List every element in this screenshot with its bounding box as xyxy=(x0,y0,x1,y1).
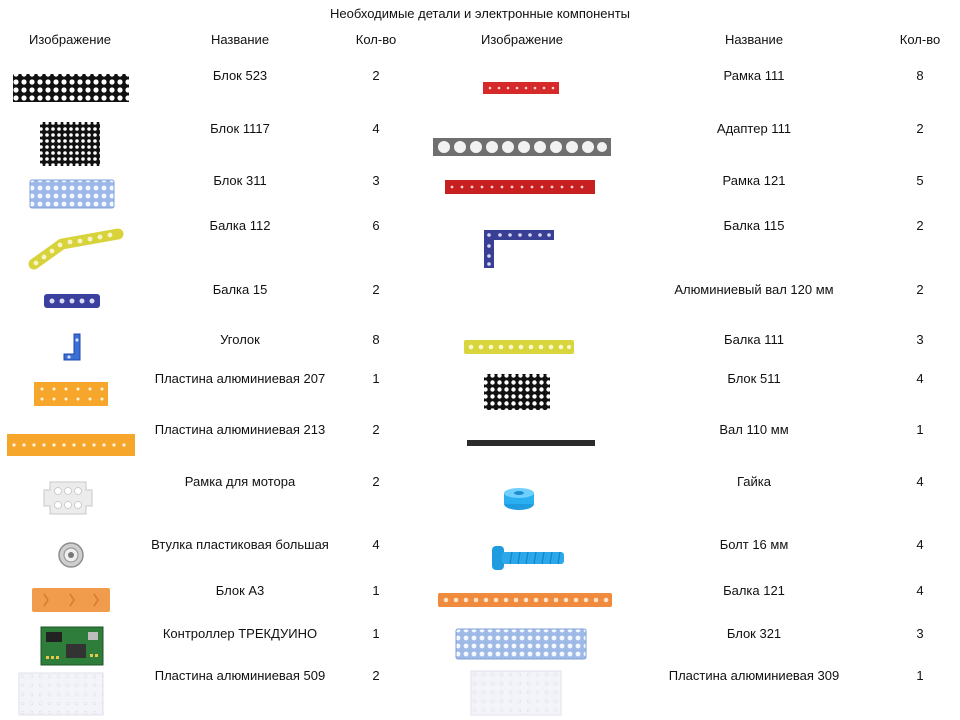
item-name: Блок 321 xyxy=(726,626,782,641)
item-qty: 3 xyxy=(916,332,924,347)
item-qty: 2 xyxy=(372,422,380,437)
red-long-frame-icon xyxy=(444,178,596,196)
item-name: Гайка xyxy=(736,474,771,489)
item-qty: 1 xyxy=(372,583,380,598)
yellow-beam-icon xyxy=(462,336,576,358)
item-qty: 2 xyxy=(372,668,380,683)
item-name: Рамка 121 xyxy=(722,173,786,188)
black-shaft-icon xyxy=(466,438,596,448)
header-image-right: Изображение xyxy=(481,32,563,47)
grey-adapter-icon xyxy=(432,136,612,158)
black-square-block-icon xyxy=(38,120,102,168)
orange-long-plate-icon xyxy=(6,432,136,458)
item-qty: 5 xyxy=(916,173,924,188)
page-title: Необходимые детали и электронные компоненты xyxy=(330,6,630,21)
item-qty: 2 xyxy=(372,68,380,83)
black-block-icon xyxy=(482,372,552,412)
item-name: Балка 115 xyxy=(723,218,785,233)
blue-nut-icon xyxy=(502,486,536,512)
item-name: Рамка для мотора xyxy=(184,474,296,489)
item-name: Блок 1117 xyxy=(210,121,270,136)
item-qty: 1 xyxy=(916,668,924,683)
orange-block-icon xyxy=(30,586,112,614)
blue-corner-bracket-icon xyxy=(60,332,84,364)
item-name: Балка 121 xyxy=(723,583,785,598)
item-qty: 4 xyxy=(916,371,924,386)
red-small-frame-icon xyxy=(482,80,560,96)
blue-bolt-icon xyxy=(488,544,568,572)
item-qty: 8 xyxy=(372,332,380,347)
item-qty: 2 xyxy=(916,282,924,297)
item-name: Втулка пластиковая большая xyxy=(151,537,329,552)
item-name: Алюминиевый вал 120 мм xyxy=(674,282,834,297)
motor-frame-icon xyxy=(42,478,94,518)
navy-short-beam-icon xyxy=(42,290,102,312)
controller-board-icon xyxy=(40,626,104,666)
orange-beam-icon xyxy=(436,588,614,612)
item-qty: 4 xyxy=(372,537,380,552)
header-name-left: Название xyxy=(210,32,270,47)
item-qty: 4 xyxy=(372,121,380,136)
orange-plate-icon xyxy=(32,380,110,408)
black-grid-block-icon xyxy=(12,70,130,106)
header-qty-left: Кол-во xyxy=(355,32,397,47)
yellow-bent-beam-icon xyxy=(26,222,126,274)
light-blue-block-icon xyxy=(28,176,116,212)
item-name: Балка 15 xyxy=(212,282,268,297)
plastic-bushing-icon xyxy=(56,540,86,570)
item-qty: 1 xyxy=(916,422,924,437)
item-name: Уголок xyxy=(220,332,260,347)
item-qty: 1 xyxy=(372,626,380,641)
item-name: Болт 16 мм xyxy=(719,537,789,552)
item-qty: 2 xyxy=(916,121,924,136)
item-name: Балка 111 xyxy=(724,332,784,347)
item-name: Пластина алюминиевая 213 xyxy=(154,422,326,437)
item-name: Адаптер 111 xyxy=(716,121,792,136)
item-qty: 2 xyxy=(372,282,380,297)
item-name: Блок 523 xyxy=(212,68,268,83)
item-qty: 3 xyxy=(372,173,380,188)
white-plate-icon xyxy=(18,672,104,716)
item-name: Блок 511 xyxy=(727,371,781,386)
item-qty: 6 xyxy=(372,218,380,233)
item-name: Пластина алюминиевая 309 xyxy=(668,668,840,683)
item-name: Вал 110 мм xyxy=(719,422,789,437)
item-name: Блок 311 xyxy=(213,173,267,188)
light-blue-long-block-icon xyxy=(454,626,588,662)
header-qty-right: Кол-во xyxy=(899,32,941,47)
header-name-right: Название xyxy=(724,32,784,47)
item-name: Пластина алюминиевая 207 xyxy=(154,371,326,386)
item-qty: 3 xyxy=(916,626,924,641)
item-name: Блок А3 xyxy=(215,583,265,598)
item-qty: 4 xyxy=(916,583,924,598)
item-qty: 1 xyxy=(372,371,380,386)
item-qty: 2 xyxy=(372,474,380,489)
item-name: Балка 112 xyxy=(209,218,271,233)
item-qty: 2 xyxy=(916,218,924,233)
item-name: Рамка 111 xyxy=(723,68,785,83)
item-name: Пластина алюминиевая 509 xyxy=(154,668,326,683)
header-image-left: Изображение xyxy=(29,32,111,47)
white-plate-icon xyxy=(470,670,562,716)
item-qty: 8 xyxy=(916,68,924,83)
navy-l-beam-icon xyxy=(480,226,558,272)
item-qty: 4 xyxy=(916,537,924,552)
item-name: Контроллер ТРЕКДУИНО xyxy=(162,626,318,641)
item-qty: 4 xyxy=(916,474,924,489)
